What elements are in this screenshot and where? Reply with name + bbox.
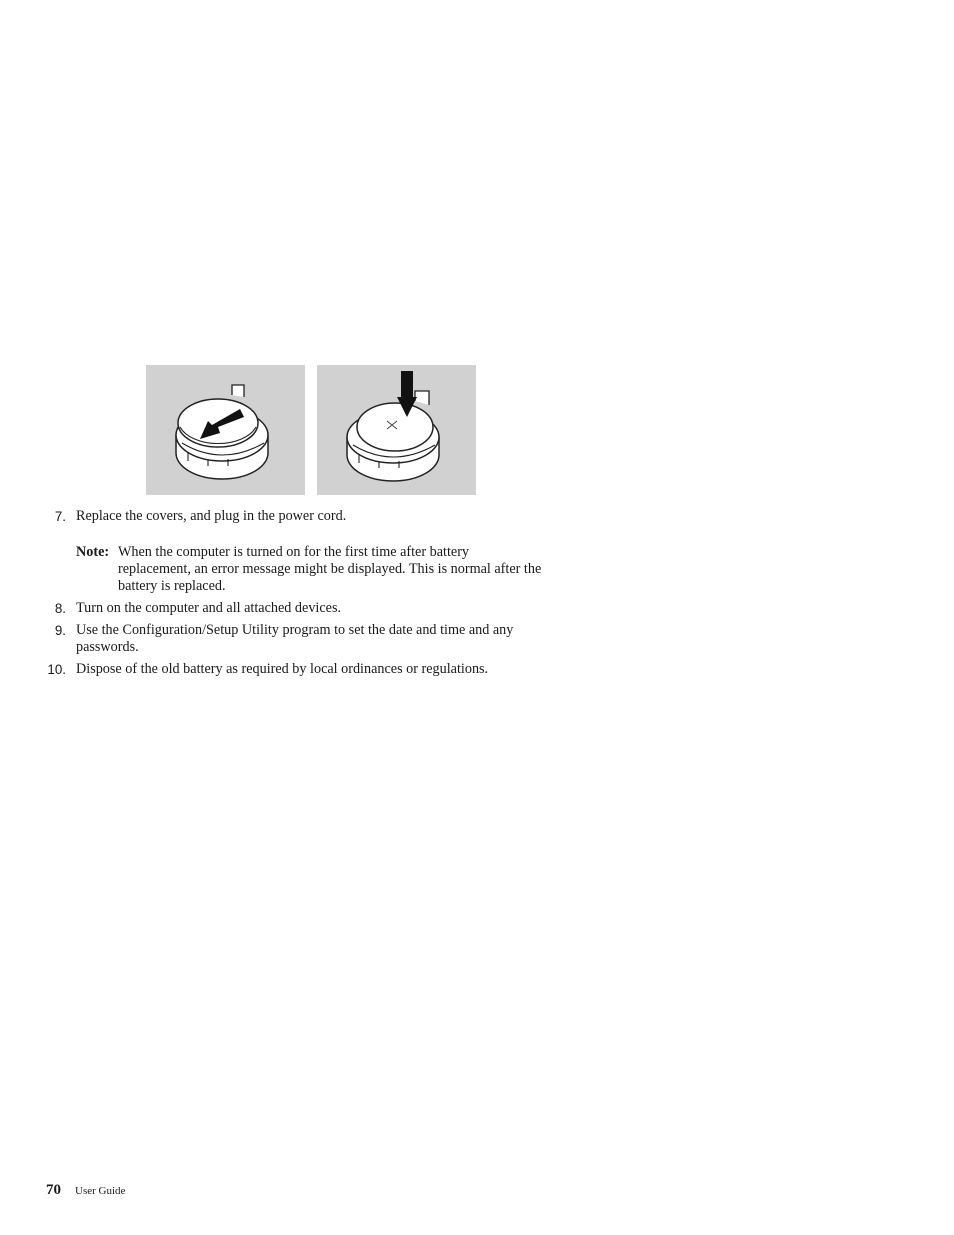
step-number: 8.: [54, 601, 66, 616]
battery-removal-diagram-icon: [146, 365, 305, 495]
step-number: 9.: [54, 623, 66, 638]
step-text: Use the Configuration/Setup Utility program to set the date and time and any passwords.: [76, 622, 514, 655]
step-number: 10.: [47, 662, 66, 677]
document-title: User Guide: [75, 1185, 126, 1197]
step-text: Turn on the computer and all attached devices.: [76, 600, 342, 616]
page-footer: [46, 1181, 125, 1201]
note-label: Note:: [76, 544, 110, 560]
battery-insertion-figure: [317, 365, 476, 495]
page-number: 70: [46, 1182, 61, 1198]
step-text: Replace the covers, and plug in the power cord.: [76, 508, 347, 524]
step-text: Dispose of the old battery as required by local ordinances or regulations.: [76, 661, 489, 677]
battery-removal-figure: [146, 365, 305, 495]
battery-insertion-diagram-icon: [317, 365, 476, 495]
step-number: 7.: [54, 509, 66, 524]
note-text: When the computer is turned on for the first time after battery replacement, an error message might be displayed. This is normal after the battery is replaced.: [118, 544, 542, 594]
